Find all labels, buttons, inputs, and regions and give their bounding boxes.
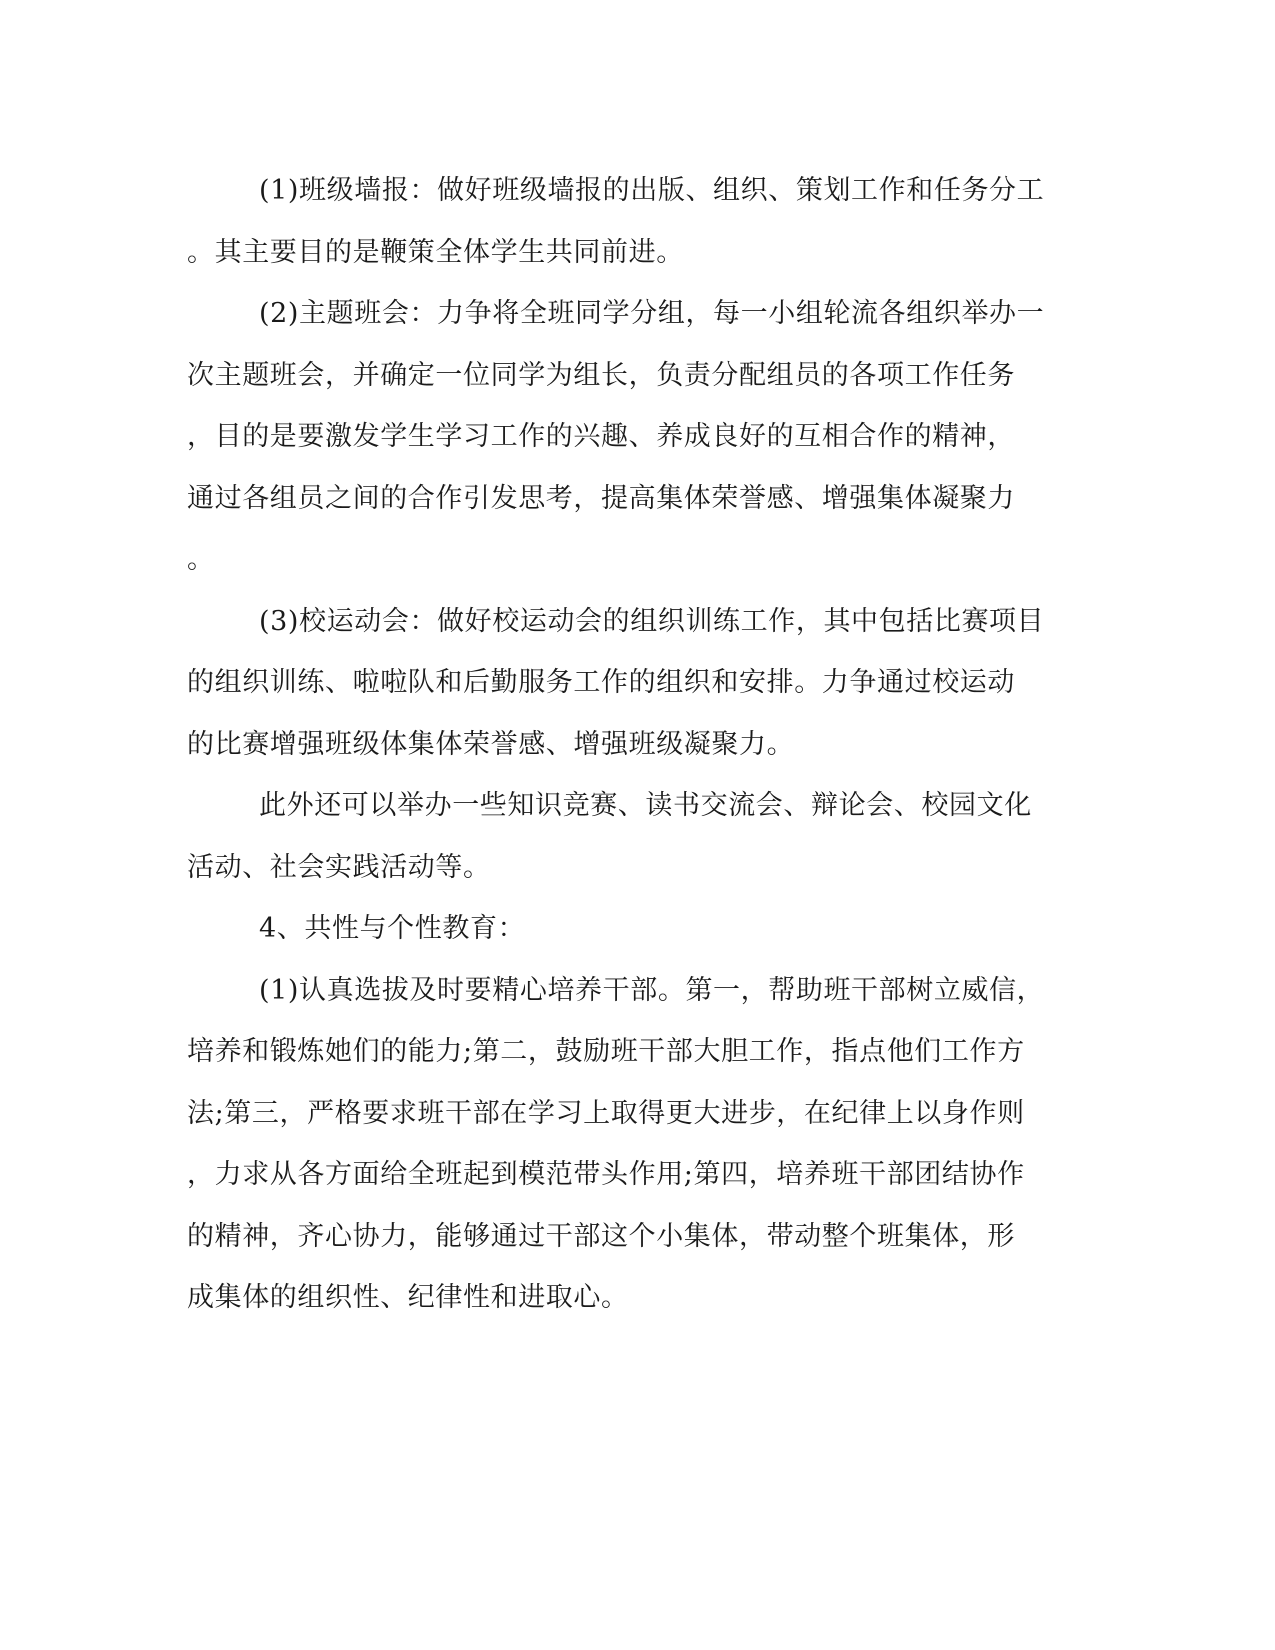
text-line: 法;第三，严格要求班干部在学习上取得更大进步，在纪律上以身作则 xyxy=(187,1097,1025,1129)
text-line: 的比赛增强班级体集体荣誉感、增强班级凝聚力。 xyxy=(187,728,795,760)
text-line: 此外还可以举办一些知识竞赛、读书交流会、辩论会、校园文化 xyxy=(259,790,1032,821)
section-heading: 4、共性与个性教育： xyxy=(259,913,526,944)
text-line: 。其主要目的是鞭策全体学生共同前进。 xyxy=(187,236,684,268)
document-body xyxy=(187,160,1067,1329)
text-line: ，力求从各方面给全班起到模范带头作用;第四，培养班干部团结协作 xyxy=(187,1159,1025,1190)
text-line: (1)认真选拔及时要精心培养干部。第一，帮助班干部树立威信， xyxy=(259,974,1045,1006)
text-line: (1)班级墙报：做好班级墙报的出版、组织、策划工作和任务分工 xyxy=(259,175,1045,206)
text-line: 成集体的组织性、纪律性和进取心。 xyxy=(187,1282,629,1313)
text-line: 的组织训练、啦啦队和后勤服务工作的组织和安排。力争通过校运动 xyxy=(187,667,1015,698)
text-line: ，目的是要激发学生学习工作的兴趣、养成良好的互相合作的精神， xyxy=(187,421,1015,452)
text-line: 次主题班会，并确定一位同学为组长，负责分配组员的各项工作任务 xyxy=(187,359,1015,391)
text-line: (3)校运动会：做好校运动会的组织训练工作，其中包括比赛项目 xyxy=(259,605,1045,637)
text-line: (2)主题班会：力争将全班同学分组，每一小组轮流各组织举办一 xyxy=(259,298,1045,329)
text-line: 培养和锻炼她们的能力;第二，鼓励班干部大胆工作，指点他们工作方 xyxy=(187,1036,1025,1067)
text-line: 的精神，齐心协力，能够通过干部这个小集体，带动整个班集体，形 xyxy=(187,1220,1015,1252)
text-line: 。 xyxy=(187,544,215,575)
text-line: 通过各组员之间的合作引发思考，提高集体荣誉感、增强集体凝聚力 xyxy=(187,482,1015,514)
text-line: 活动、社会实践活动等。 xyxy=(187,851,491,883)
